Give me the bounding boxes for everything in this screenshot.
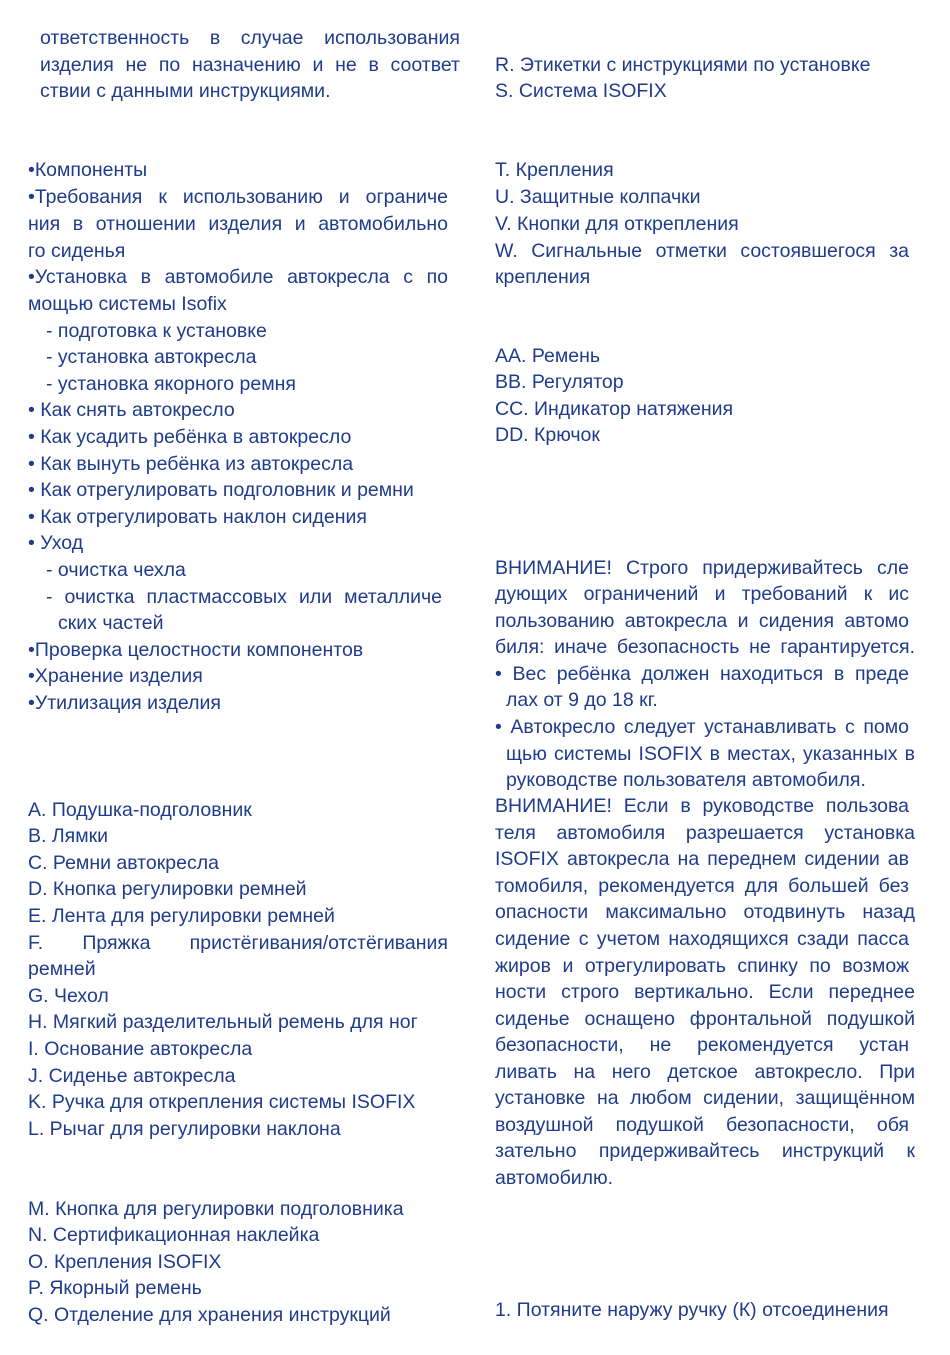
contents-item: • Как усадить ребёнка в автокресло (28, 426, 352, 448)
contents-item: •Компоненты (28, 159, 148, 181)
warning-bullet-cont: руководстве пользователя автомобиля. (506, 769, 866, 791)
component-item: AA. Ремень (495, 345, 601, 367)
warning-line: опасности максимально отодвинуть назад (495, 901, 915, 923)
component-item: D. Кнопка регулировки ремней (28, 878, 307, 900)
warning-line: безопасности, не рекомендуется устан (495, 1034, 909, 1056)
intro-line: ответственность в случае использования (40, 27, 460, 49)
component-item: крепления (495, 266, 591, 288)
contents-subitem: - очистка пластмассовых или металличе (46, 586, 442, 608)
warning-bullet: • Вес ребёнка должен находиться в преде (495, 663, 909, 685)
contents-item: го сиденья (28, 240, 126, 262)
component-item: Q. Отделение для хранения инструкций (28, 1304, 391, 1326)
warning-line: ВНИМАНИЕ! Строго придерживайтесь сле (495, 557, 909, 579)
warning-line: биля: иначе безопасность не гарантируется. (495, 636, 915, 658)
warning-line: ности строго вертикально. Если переднее (495, 981, 915, 1003)
component-item: CC. Индикатор натяжения (495, 398, 734, 420)
component-item: V. Кнопки для открепления (495, 213, 739, 235)
intro-line: изделия не по назначению и не в соответ (40, 54, 460, 76)
contents-item: •Установка в автомобиле автокресла с по (28, 266, 448, 288)
warning-line: жиров и отрегулировать спинку по возмож (495, 955, 909, 977)
warning-line: сиденье оснащено фронтальной подушкой (495, 1008, 915, 1030)
component-item: O. Крепления ISOFIX (28, 1251, 222, 1273)
contents-subitem: - подготовка к установке (46, 320, 267, 342)
contents-subitem: ских частей (58, 612, 164, 634)
component-item: U. Защитные колпачки (495, 186, 701, 208)
warning-line: пользованию автокресла и сидения автомо (495, 610, 909, 632)
warning-line: ливать на него детское автокресло. При (495, 1061, 915, 1083)
component-item: T. Крепления (495, 159, 614, 181)
component-item: J. Сиденье автокресла (28, 1065, 236, 1087)
warning-bullet: • Автокресло следует устанавливать с помо (495, 716, 909, 738)
component-item: DD. Крючок (495, 424, 600, 446)
warning-bullet-cont: щью системы ISOFIX в местах, указанных в (506, 743, 915, 765)
component-item: P. Якорный ремень (28, 1277, 202, 1299)
contents-item: • Как отрегулировать подголовник и ремни (28, 479, 414, 501)
warning-line: автомобилю. (495, 1167, 614, 1189)
component-item: L. Рычаг для регулировки наклона (28, 1118, 341, 1140)
component-item: M. Кнопка для регулировки подголовника (28, 1198, 404, 1220)
component-item: I. Основание автокресла (28, 1038, 253, 1060)
install-step: 1. Потяните наружу ручку (К) отсоединения (495, 1299, 889, 1321)
contents-item: • Как снять автокресло (28, 399, 235, 421)
component-item: E. Лента для регулировки ремней (28, 905, 335, 927)
component-item: H. Мягкий разделительный ремень для ног (28, 1011, 418, 1033)
component-item: K. Ручка для открепления системы ISOFIX (28, 1091, 416, 1113)
component-item: S. Система ISOFIX (495, 80, 667, 102)
warning-line: томобиля, рекомендуется для большей без (495, 875, 909, 897)
contents-item: •Хранение изделия (28, 665, 203, 687)
contents-item: • Как отрегулировать наклон сидения (28, 506, 367, 528)
component-item: W. Сигнальные отметки состоявшегося за (495, 240, 909, 262)
contents-item: •Проверка целостности компонентов (28, 639, 364, 661)
intro-line: ствии с данными инструкциями. (40, 80, 331, 102)
contents-item: •Требования к использованию и ограниче (28, 186, 448, 208)
component-item: ремней (28, 958, 96, 980)
contents-subitem: - установка якорного ремня (46, 373, 296, 395)
contents-item: мощью системы Isofix (28, 293, 227, 315)
component-item: C. Ремни автокресла (28, 852, 219, 874)
warning-line: установке на любом сидении, защищённом (495, 1087, 915, 1109)
component-item: A. Подушка-подголовник (28, 799, 252, 821)
component-item: BB. Регулятор (495, 371, 624, 393)
warning-line: зательно придерживайтесь инструкций к (495, 1140, 915, 1162)
component-item: F. Пряжка пристёгивания/отстёгивания (28, 932, 448, 954)
warning-line: воздушной подушкой безопасности, обя (495, 1114, 909, 1136)
contents-item: • Как вынуть ребёнка из автокресла (28, 453, 354, 475)
warning-line: ISOFIX автокресла на переднем сидении ав (495, 848, 909, 870)
component-item: G. Чехол (28, 985, 109, 1007)
contents-item: ния в отношении изделия и автомобильно (28, 213, 448, 235)
contents-subitem: - установка автокресла (46, 346, 257, 368)
warning-line: теля автомобиля разрешается установка (495, 822, 915, 844)
warning-line: дующих ограничений и требований к ис (495, 583, 909, 605)
warning-line: сидение с учетом находящихся сзади пасса (495, 928, 909, 950)
component-item: N. Сертификационная наклейка (28, 1224, 320, 1246)
warning-bullet-cont: лах от 9 до 18 кг. (506, 689, 658, 711)
component-item: R. Этикетки с инструкциями по установке (495, 54, 871, 76)
contents-item: • Уход (28, 532, 84, 554)
contents-item: •Утилизация изделия (28, 692, 221, 714)
warning-line: ВНИМАНИЕ! Если в руководстве пользова (495, 795, 909, 817)
component-item: B. Лямки (28, 825, 109, 847)
contents-subitem: - очистка чехла (46, 559, 186, 581)
